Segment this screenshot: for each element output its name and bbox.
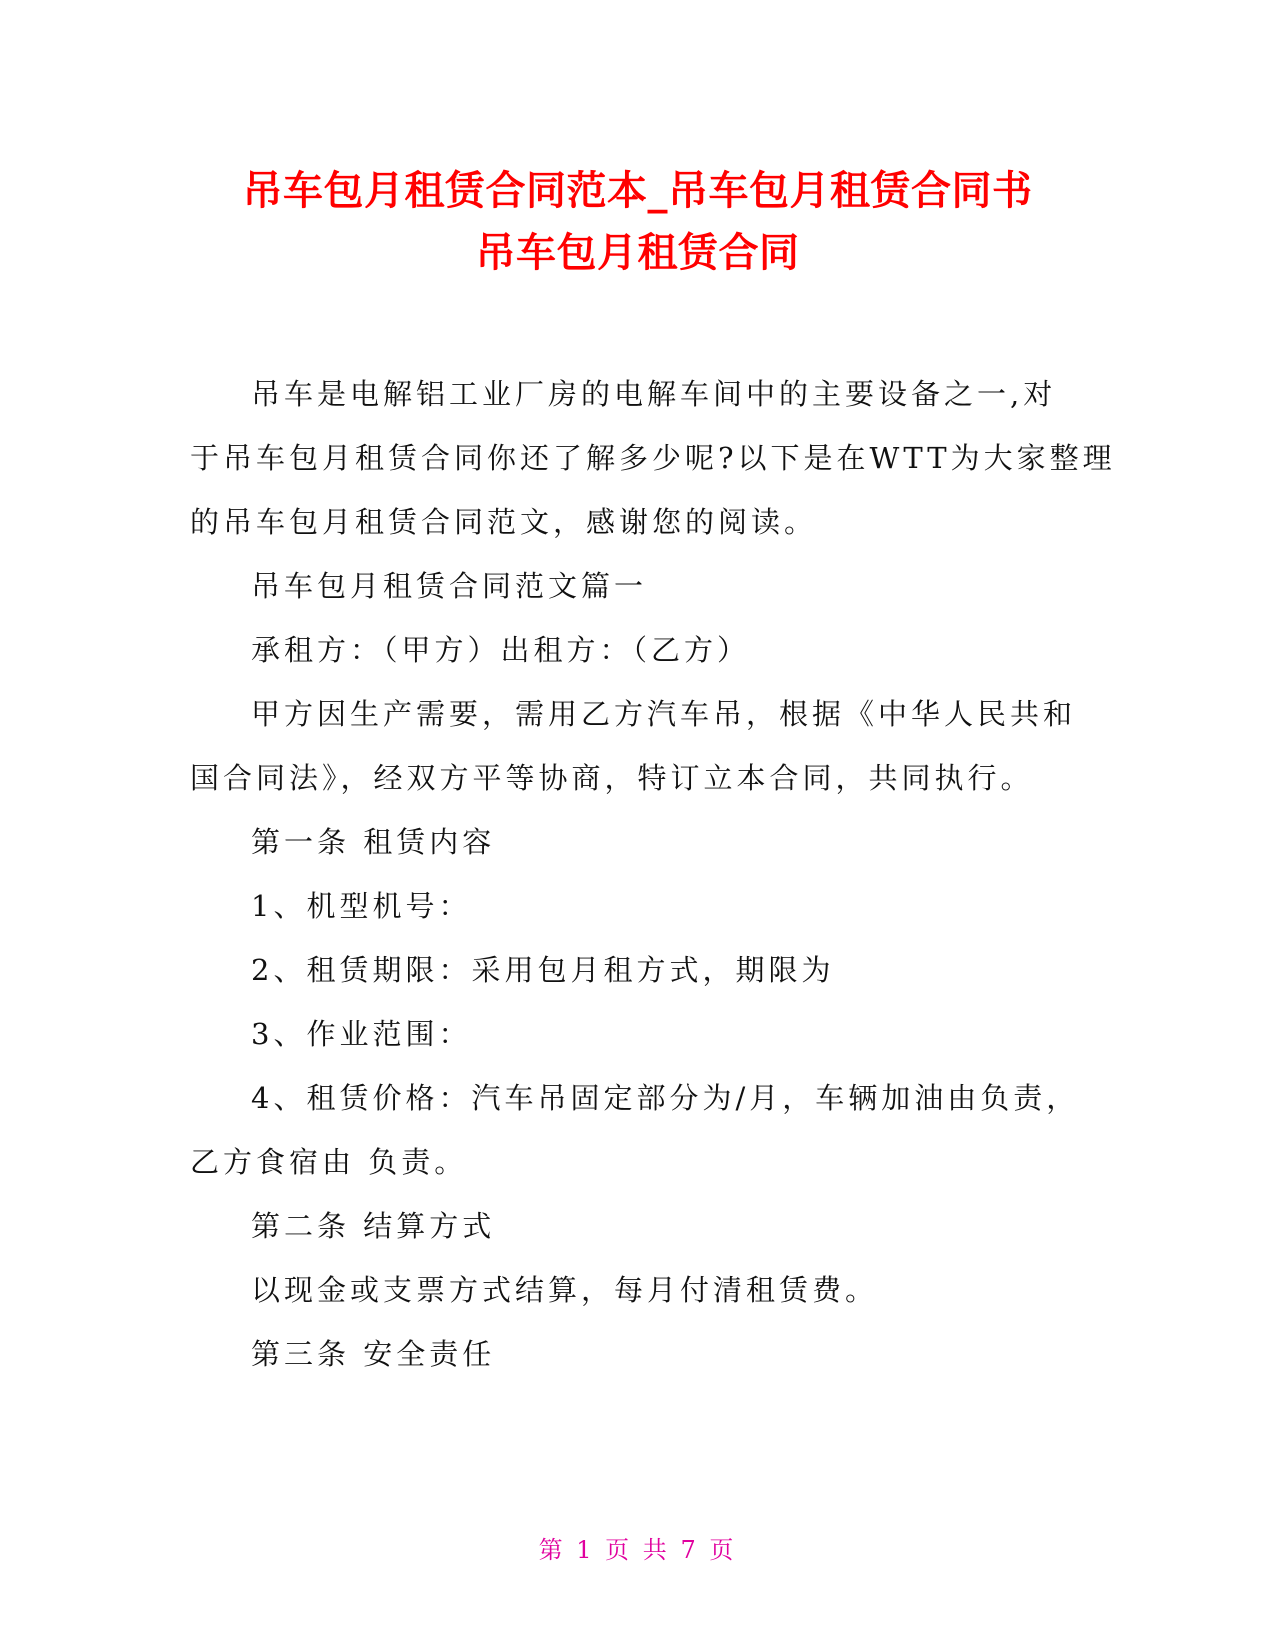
article-1-item-2: 2、租赁期限：采用包月租方式，期限为 [251,953,835,987]
article-2-heading: 第二条 结算方式 [251,1209,496,1243]
article-1-item-4-cont: 乙方食宿由 负责。 [190,1145,468,1179]
intro-line-1: 吊车是电解铝工业厂房的电解车间中的主要设备之一,对 [251,377,1057,411]
page-footer [0,1530,1275,1565]
page-number-label: 第 1 页 共 7 页 [538,1536,737,1564]
document-title-line-1: 吊车包月租赁合同范本_吊车包月租赁合同书 [242,168,1033,214]
article-1-heading: 第一条 租赁内容 [251,825,496,859]
intro-line-3: 的吊车包月租赁合同范文，感谢您的阅读。 [190,505,818,539]
article-1-item-3: 3、作业范围： [251,1017,472,1051]
article-1-item-1: 1、机型机号： [251,889,472,923]
article-2-text: 以现金或支票方式结算，每月付清租赁费。 [251,1273,879,1307]
document-body [190,362,1116,1386]
intro-line-2: 于吊车包月租赁合同你还了解多少呢?以下是在WTT为大家整理 [190,441,1116,475]
parties-line: 承租方：（甲方）出租方：（乙方） [251,633,751,667]
article-1-item-4: 4、租赁价格：汽车吊固定部分为/月，车辆加油由负责， [251,1081,1080,1115]
document-title-line-2: 吊车包月租赁合同 [475,230,800,276]
preamble-line-2: 国合同法》，经双方平等协商，特订立本合同，共同执行。 [190,761,1034,795]
preamble-line-1: 甲方因生产需要，需用乙方汽车吊，根据《中华人民共和 [251,697,1077,731]
section-heading: 吊车包月租赁合同范文篇一 [251,569,648,603]
article-3-heading: 第三条 安全责任 [251,1337,496,1371]
